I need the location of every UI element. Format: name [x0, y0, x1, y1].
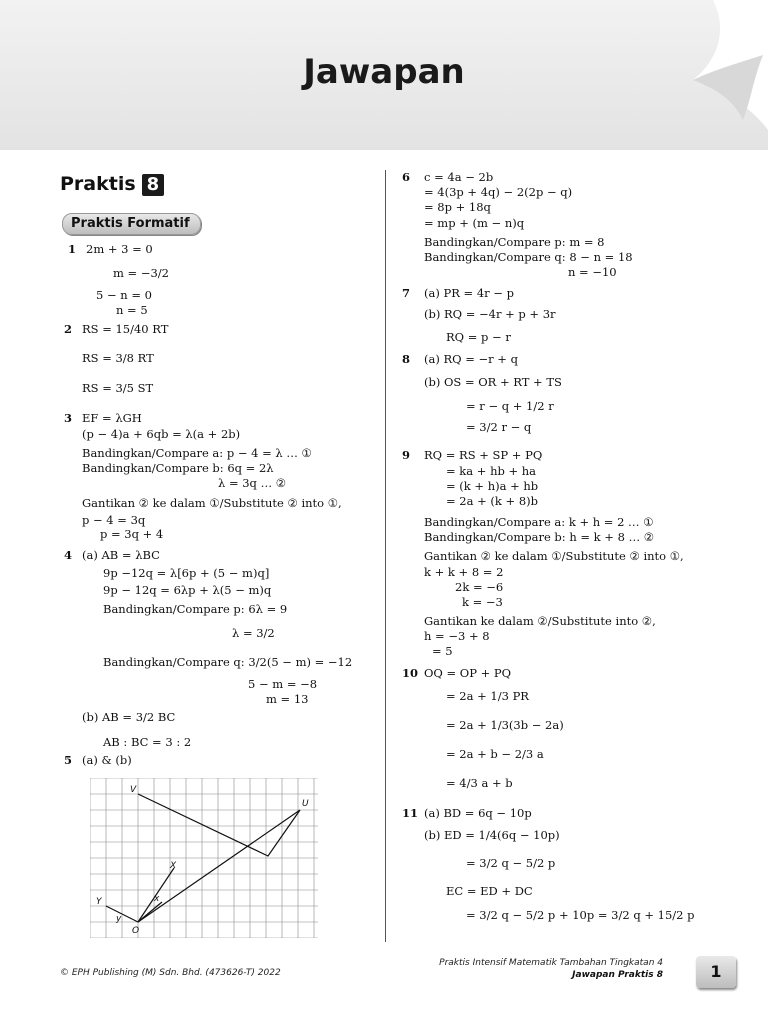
answer-line: = 8p + 18q [424, 200, 491, 214]
question-number: 4 [64, 548, 73, 562]
answer-line: Bandingkan/Compare p: m = 8 [424, 235, 605, 249]
answer-line: = 3/2 q − 5/2 p [466, 856, 556, 870]
answer-line: (b) OS = OR + RT + TS [424, 375, 562, 389]
answer-line: c = 4a − 2b [424, 170, 494, 184]
question-number: 10 [402, 666, 419, 680]
point-label-lower-x: x [154, 894, 160, 904]
answer-line: EF = λGH [82, 411, 142, 425]
answer-line: h = −3 + 8 [424, 629, 490, 643]
point-label-o: O [132, 926, 140, 936]
answer-line: = 2a + b − 2/3 a [446, 747, 544, 761]
question-number: 1 [68, 242, 77, 256]
answer-line: = 3/2 q − 5/2 p + 10p = 3/2 q + 15/2 p [466, 908, 695, 922]
point-label-x: X [170, 861, 177, 871]
point-label-u: U [302, 799, 309, 809]
question-number: 2 [64, 322, 73, 336]
answer-line: Bandingkan/Compare p: 6λ = 9 [103, 602, 288, 616]
answer-line: Bandingkan/Compare q: 3/2(5 − m) = −12 [103, 655, 353, 669]
answer-line: λ = 3/2 [232, 626, 275, 640]
answer-line: RS = 3/8 RT [82, 351, 154, 365]
subheading-badge: Praktis Formatif [62, 213, 201, 235]
question-number: 9 [402, 448, 411, 462]
point-label-lower-y: y [116, 914, 122, 924]
answer-line: (p − 4)a + 6qb = λ(a + 2b) [82, 427, 241, 441]
answer-line: = r − q + 1/2 r [466, 399, 554, 413]
answer-line: AB : BC = 3 : 2 [103, 735, 192, 749]
answer-line: Gantikan ② ke dalam ①/Substitute ② into ①, [82, 496, 342, 510]
answer-line: RQ = p − r [446, 330, 511, 344]
answer-line: Gantikan ke dalam ②/Substitute into ②, [424, 614, 656, 628]
answer-line: 2m + 3 = 0 [86, 242, 153, 256]
question-number: 11 [402, 806, 419, 820]
answer-line: = 3/2 r − q [466, 420, 532, 434]
answer-line: (b) ED = 1/4(6q − 10p) [424, 828, 560, 842]
answer-line: (a) PR = 4r − p [424, 286, 514, 300]
answer-line: n = 5 [116, 303, 148, 317]
answer-line: p = 3q + 4 [100, 527, 164, 541]
section-footer-title: Jawapan Praktis 8 [572, 970, 663, 980]
grid-lines [90, 778, 318, 938]
section-number-badge: 8 [142, 174, 165, 196]
question-number: 8 [402, 352, 411, 366]
answer-line: k + k + 8 = 2 [424, 565, 504, 579]
answer-line: (b) RQ = −4r + p + 3r [424, 307, 556, 321]
answer-line: (a) & (b) [82, 753, 132, 767]
answer-line: m = 13 [266, 692, 309, 706]
answer-line: = 5 [432, 644, 453, 658]
answer-line: Bandingkan/Compare a: k + h = 2 … ① [424, 515, 654, 529]
answer-line: = 2a + (k + 8)b [446, 494, 538, 508]
answer-line: RQ = RS + SP + PQ [424, 448, 543, 462]
answer-line: (a) AB = λBC [82, 548, 160, 562]
question-number: 7 [402, 286, 411, 300]
answer-line: p − 4 = 3q [82, 513, 146, 527]
answer-line: EC = ED + DC [446, 884, 533, 898]
answer-line: Bandingkan/Compare a: p − 4 = λ … ① [82, 446, 312, 460]
answer-line: n = −10 [568, 265, 617, 279]
book-title: Praktis Intensif Matematik Tambahan Tingkatan 4 [439, 958, 663, 968]
answer-line: k = −3 [462, 595, 503, 609]
answer-line: 9p −12q = λ[6p + (5 − m)q] [103, 566, 270, 580]
question-number: 6 [402, 170, 411, 184]
section-heading [60, 173, 164, 196]
answer-line: Gantikan ② ke dalam ①/Substitute ② into ①, [424, 549, 684, 563]
answer-line: (a) BD = 6q − 10p [424, 806, 532, 820]
answer-line: RS = 3/5 ST [82, 381, 154, 395]
answer-line: 5 − m = −8 [248, 677, 318, 691]
copyright-text: © EPH Publishing (M) Sdn. Bhd. (473626-T) 2022 [60, 968, 281, 978]
answer-line: 9p − 12q = 6λp + λ(5 − m)q [103, 583, 272, 597]
answer-line: OQ = OP + PQ [424, 666, 512, 680]
answer-line: Bandingkan/Compare b: h = k + 8 … ② [424, 530, 655, 544]
answer-line: = 2a + 1/3(3b − 2a) [446, 718, 564, 732]
answer-line: Bandingkan/Compare b: 6q = 2λ [82, 461, 274, 475]
answer-line: = 4(3p + 4q) − 2(2p − q) [424, 185, 573, 199]
answer-line: RS = 15/40 RT [82, 322, 169, 336]
point-label-v: V [130, 785, 137, 795]
section-label: Praktis [60, 173, 136, 195]
question-number: 5 [64, 753, 73, 767]
answer-line: = mp + (m − n)q [424, 216, 525, 230]
answer-line: = 4/3 a + b [446, 776, 513, 790]
column-divider [385, 170, 386, 942]
answer-line: λ = 3q … ② [218, 476, 287, 490]
answer-line: m = −3/2 [113, 266, 169, 280]
page-number: 1 [696, 956, 736, 988]
question-number: 3 [64, 411, 73, 425]
answer-line: = 2a + 1/3 PR [446, 689, 529, 703]
page-title: Jawapan [303, 52, 465, 92]
answer-line: 2k = −6 [455, 580, 504, 594]
answer-line: = ka + hb + ha [446, 464, 537, 478]
answer-line: = (k + h)a + hb [446, 479, 539, 493]
point-label-y: Y [96, 897, 102, 907]
answer-line: 5 − n = 0 [96, 288, 152, 302]
answer-line: (a) RQ = −r + q [424, 352, 518, 366]
answer-line: Bandingkan/Compare q: 8 − n = 18 [424, 250, 633, 264]
answer-line: (b) AB = 3/2 BC [82, 710, 176, 724]
vector-grid-diagram [90, 778, 318, 938]
